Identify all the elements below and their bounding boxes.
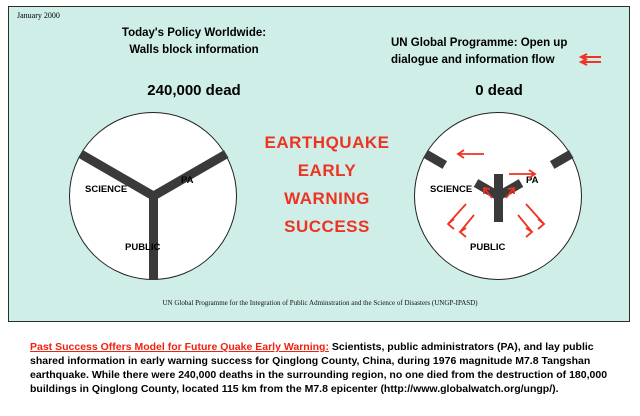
left-label-public: PUBLIC <box>125 242 161 253</box>
center-title-line4: SUCCESS <box>284 217 370 236</box>
right-diagram-circle <box>414 112 584 282</box>
right-label-public: PUBLIC <box>470 242 506 253</box>
left-death-count: 240,000 dead <box>147 82 241 99</box>
center-title-line2: EARLY <box>297 161 357 180</box>
center-title <box>247 129 407 241</box>
date-label: January 2000 <box>17 11 60 20</box>
right-label-pa: PA <box>526 175 539 186</box>
left-heading-line2: Walls block information <box>129 44 259 56</box>
left-heading-line1: Today's Policy Worldwide: <box>121 27 267 39</box>
right-label-science: SCIENCE <box>430 184 473 195</box>
caption-body: Scientists, public administrators (PA), and lay public shared information in early warning success for Qinglong County, China, during 1976 magnitude M7.8 Tangshan earthquake. While there were 240,000 deaths in the surrounding region, no one died from the destruction of 180,000 buildings in Qinglong County, located 115 km from the M7.8 epicenter (http://www.globalwatch.org/ungp/). <box>30 341 608 395</box>
caption-lead: Past Success Offers Model for Future Quake Early Warning: <box>30 341 329 353</box>
right-death-count: 0 dead <box>475 82 523 99</box>
left-heading <box>69 25 319 59</box>
left-diagram-circle <box>69 112 239 282</box>
squiggle-arrow-icon <box>579 53 605 67</box>
center-title-line1: EARTHQUAKE <box>264 133 390 152</box>
left-label-science: SCIENCE <box>85 184 128 195</box>
right-heading-line1: UN Global Programme: Open up <box>391 37 568 49</box>
left-label-pa: PA <box>181 175 194 186</box>
right-heading-line2: dialogue and information flow <box>391 54 555 66</box>
left-spoke-up <box>149 196 158 280</box>
caption-block <box>30 340 610 396</box>
center-title-line3: WARNING <box>284 189 370 208</box>
panel-footnote: UN Global Programme for the Integration of Public Adminstration and the Science of Disasters (UNGP-IPASD) <box>162 299 478 307</box>
right-flow-arrows <box>414 112 584 282</box>
diagram-panel <box>8 6 630 322</box>
squiggle-icon <box>579 53 605 68</box>
